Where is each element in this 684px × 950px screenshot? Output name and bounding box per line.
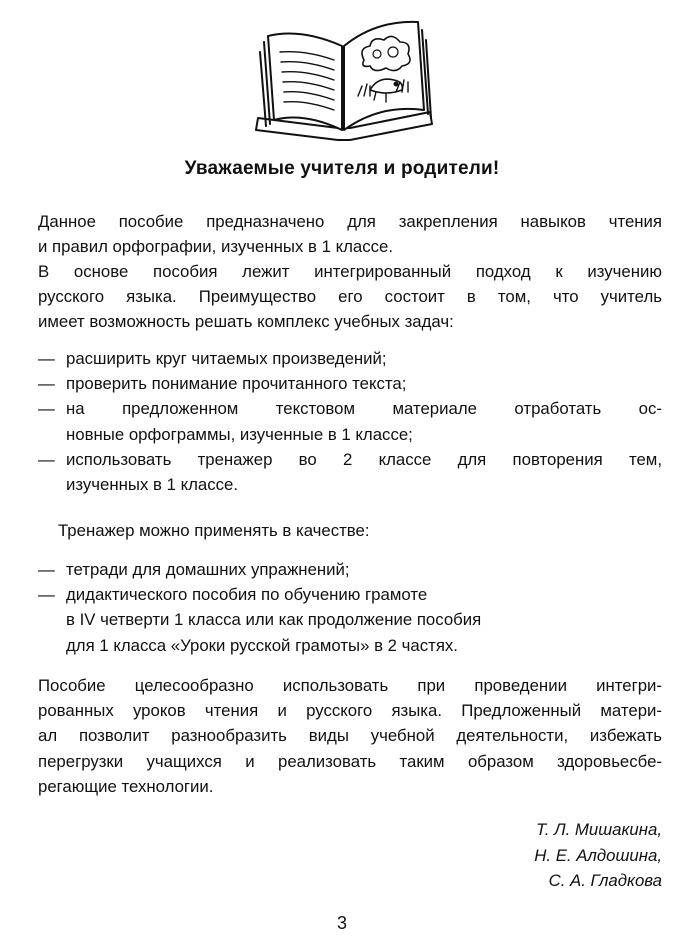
paragraph-line: В основе пособия лежит интегрированный подход к изучению <box>38 262 662 281</box>
paragraph-line: русского языка. Преимущество его состоит в том, что учитель <box>38 287 662 307</box>
author-name: Н. Е. Алдошина, <box>534 845 662 865</box>
paragraph-line: ал позволит разнообразить виды учебной деятельности, избежать <box>38 726 662 746</box>
paragraph-line: имеет возможность решать комплекс учебных задач: <box>38 312 454 332</box>
list-dash: — <box>38 560 55 579</box>
list-item-line: для 1 класса «Уроки русской грамоты» в 2 частях. <box>66 635 458 655</box>
list-item-line: в IV четверти 1 класса или как продолжение пособия <box>66 610 482 630</box>
paragraph-2 <box>38 259 662 335</box>
page-title: Уважаемые учителя и родители! <box>184 158 500 179</box>
paragraph-line: Пособие целесообразно использовать при проведении интегри- <box>38 676 662 695</box>
list-dash: — <box>38 349 55 368</box>
list-item <box>38 396 662 446</box>
list-item-line: тетради для домашних упражнений; <box>66 560 350 579</box>
list-dash: — <box>38 399 55 419</box>
paragraph-line: регающие технологии. <box>38 776 214 796</box>
page-number: 3 <box>336 913 347 933</box>
list-item-line: изученных в 1 классе. <box>66 475 238 495</box>
usage-intro: Тренажер можно применять в качестве: <box>58 521 370 540</box>
list-item <box>38 557 662 582</box>
paragraph-line: перегрузки учащихся и реализовать таким образом здоровьесбе- <box>38 751 662 771</box>
author-name: С. А. Гладкова <box>548 871 662 890</box>
list-item-line: новные орфограммы, изученные в 1 классе; <box>66 424 413 444</box>
list-item <box>38 371 662 396</box>
list-item-line: использовать тренажер во 2 классе для повторения тем, <box>66 449 662 469</box>
author-name: Т. Л. Мишакина, <box>536 820 662 839</box>
list-item-line: на предложенном текстовом материале отработать ос- <box>66 399 662 419</box>
list-item <box>38 447 662 497</box>
list-dash: — <box>38 374 55 394</box>
list-item <box>38 582 662 658</box>
list-dash: — <box>38 585 55 605</box>
list-item <box>38 346 662 371</box>
author-signatures <box>534 817 662 894</box>
task-list <box>38 346 662 497</box>
list-item-line: дидактического пособия по обучению грамоте <box>66 585 428 605</box>
paragraph-3 <box>38 673 662 799</box>
paragraph-line: рованных уроков чтения и русского языка. Предложенный матери- <box>38 701 662 721</box>
list-item-line: проверить понимание прочитанного текста; <box>66 374 407 394</box>
usage-list <box>38 557 662 658</box>
open-book-icon <box>246 12 442 148</box>
paragraph-line: и правил орфографии, изученных в 1 классе. <box>38 237 394 257</box>
list-item-line: расширить круг читаемых произведений; <box>66 349 387 368</box>
paragraph-line: Данное пособие предназначено для закрепления навыков чтения <box>38 212 662 231</box>
paragraph-1 <box>38 209 662 259</box>
list-dash: — <box>38 449 55 469</box>
